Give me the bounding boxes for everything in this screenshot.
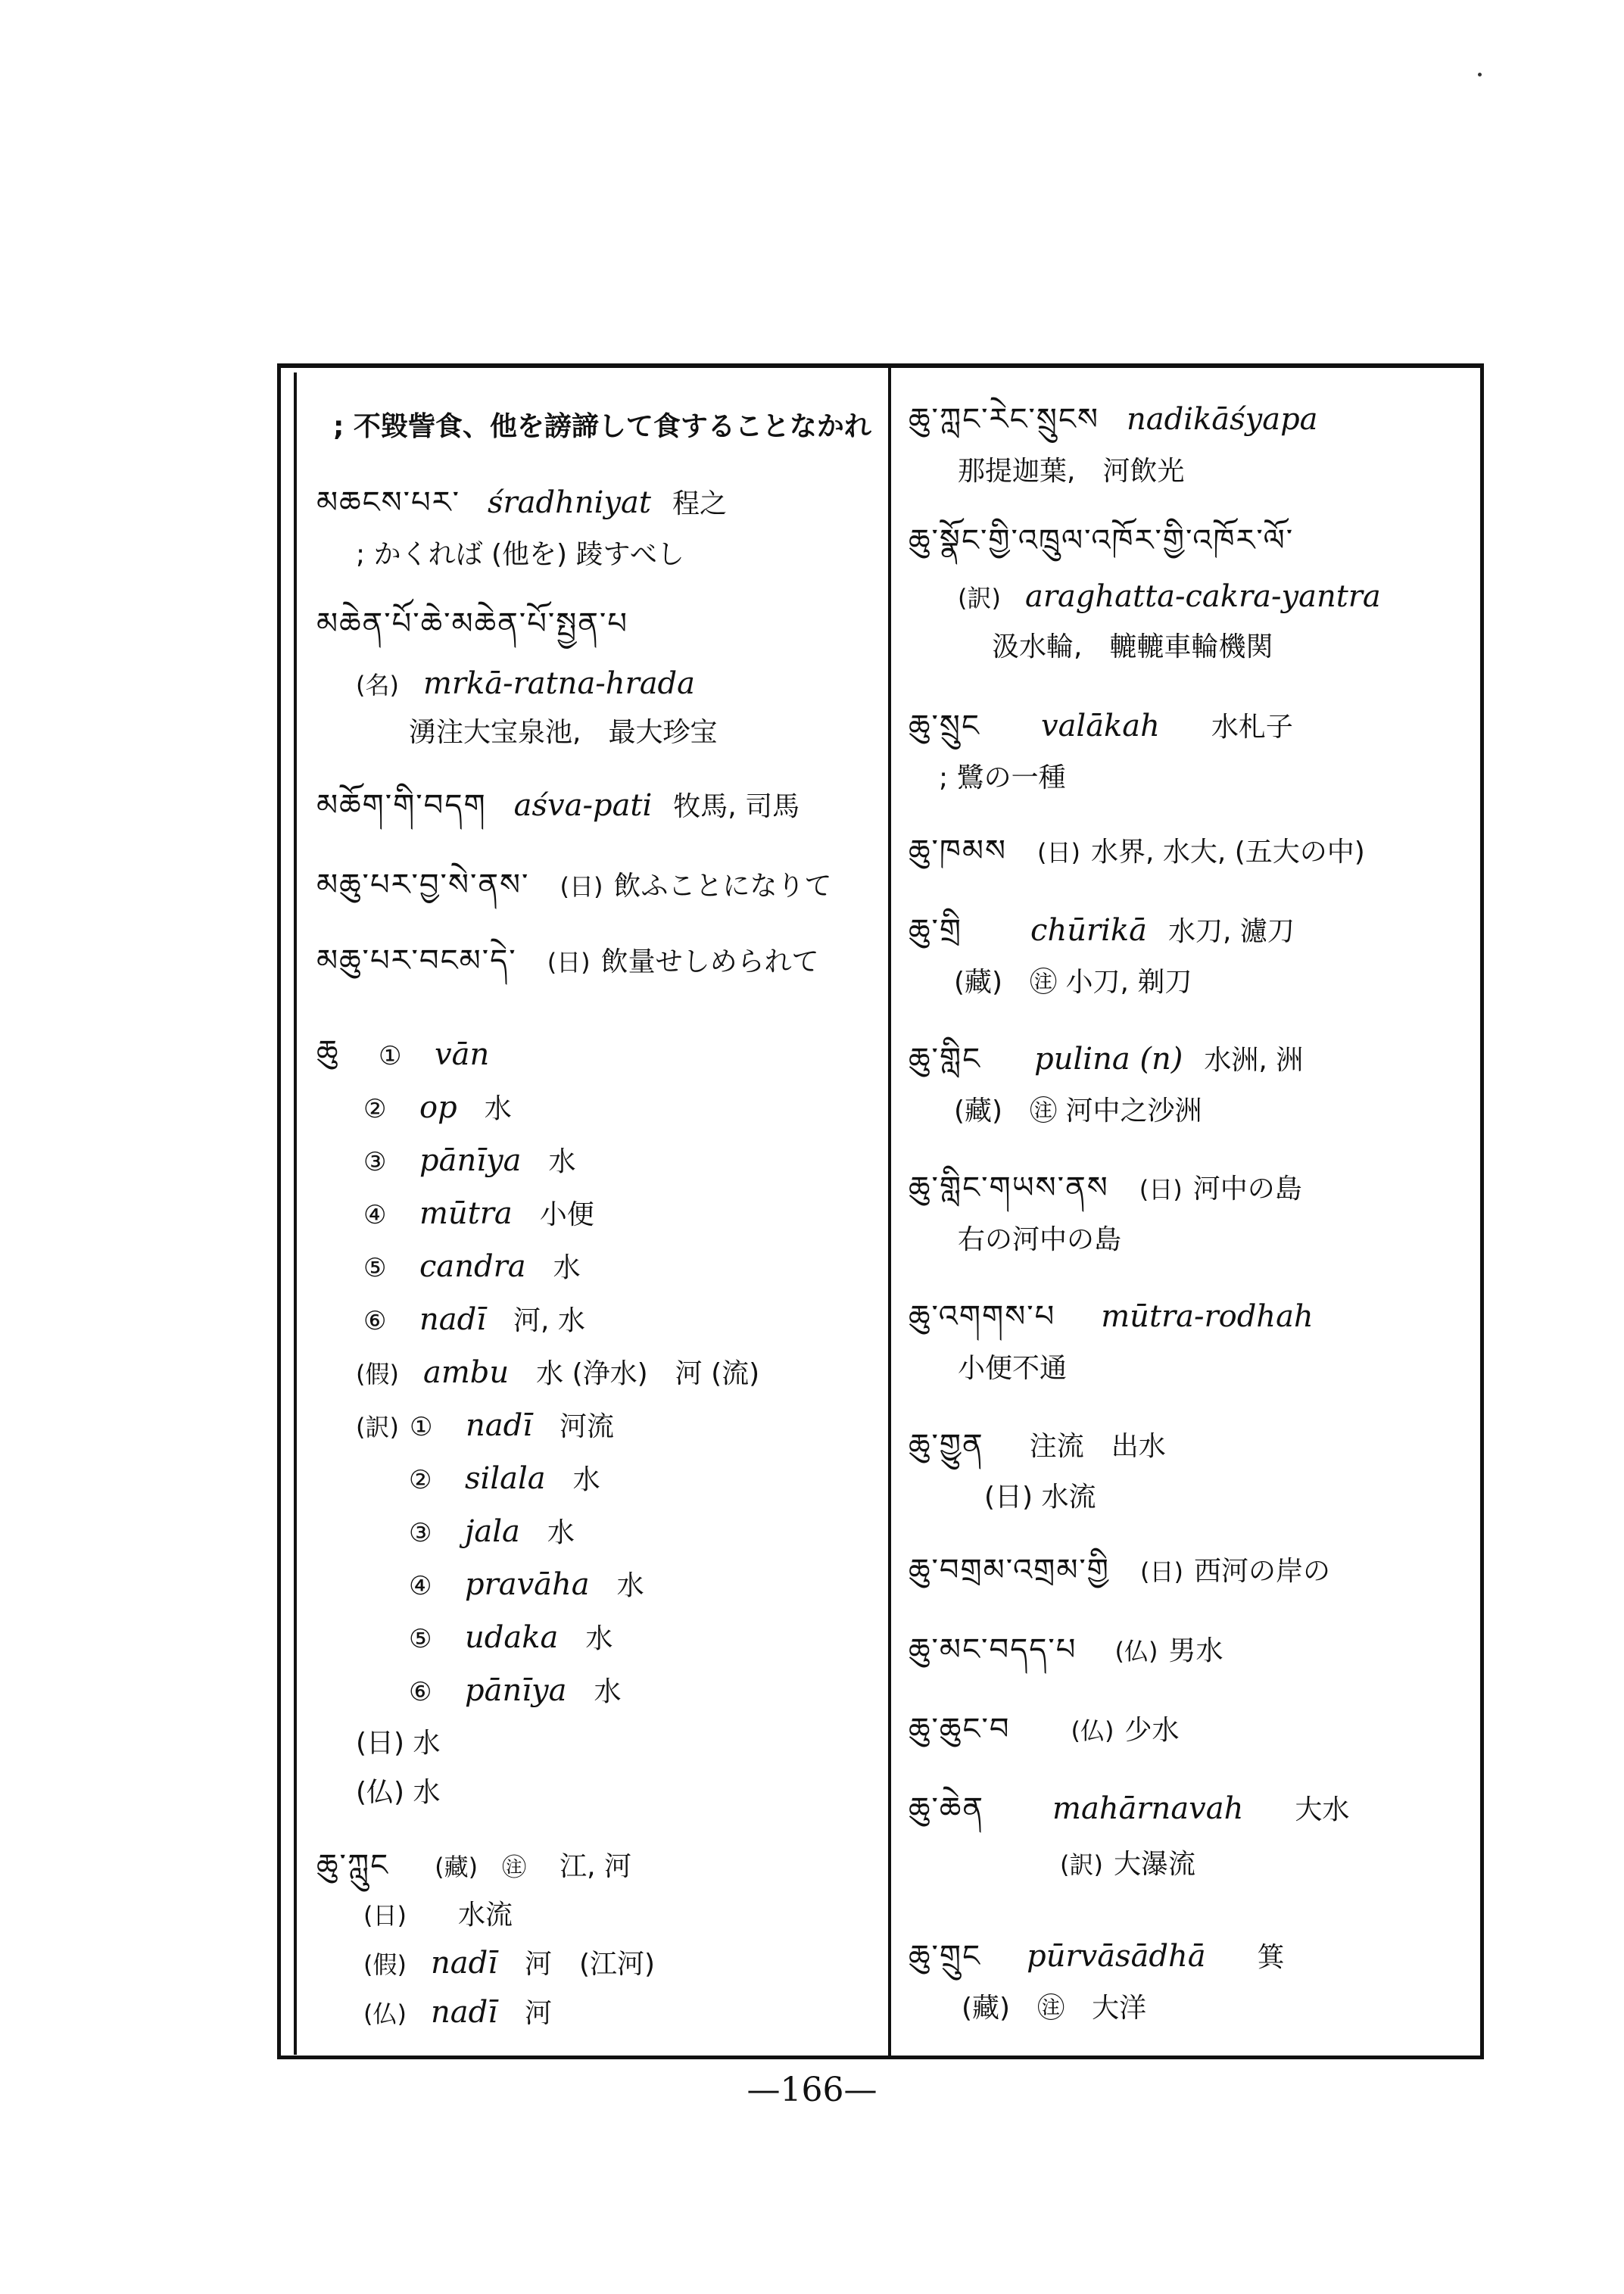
romanized-term: chūrikā: [1030, 913, 1147, 948]
tibetan-headword: ཆུ་ཁམས: [909, 834, 1007, 868]
tibetan-headword: ཆུ་གྱུན: [909, 1428, 984, 1463]
entry-1-note: ; かくれば (他を) 踜すべし: [356, 539, 684, 570]
entry-r9-gloss: (日) 水流: [984, 1482, 1096, 1513]
list-item: (日) 水流: [363, 1900, 513, 1931]
japanese-gloss: 箕: [1257, 1942, 1285, 1973]
romanized-term: valākah: [1040, 709, 1160, 743]
japanese-gloss: 少水: [1124, 1715, 1180, 1746]
entry-2-romanized: [356, 666, 722, 703]
japanese-gloss: 水洲, 洲: [1204, 1045, 1304, 1076]
entry-r8-gloss: 小便不通: [958, 1353, 1068, 1384]
source-tag: (仏): [1114, 1637, 1158, 1666]
list-item: ⑥ nadī 河, 水: [363, 1302, 585, 1337]
entry-r13-gloss: (訳) 大瀑流: [1060, 1849, 1195, 1880]
tibetan-headword: མཆོག་གི་བདག: [316, 788, 487, 823]
tibetan-headword: ཆུ་ཀླང་རེང་སྲུངས: [909, 402, 1099, 437]
entry-r3-note: ; 鷺の一種: [939, 762, 1066, 793]
entry-r5-gloss: (藏) ㊟ 小刀, 剃刀: [954, 967, 1192, 998]
tibetan-headword: ཆུ་གླིང: [909, 1042, 982, 1077]
source-tag: (日): [560, 872, 603, 901]
entry-6: [316, 1033, 339, 1070]
entry-r2-gloss: 汲水輪, 轆轆車輪機関: [992, 631, 1273, 662]
list-item: ② silala 水: [409, 1461, 600, 1496]
frame-left-rule: [294, 372, 297, 2055]
entry-r9: [909, 1427, 1166, 1465]
entry-r11: [909, 1632, 1223, 1669]
japanese-gloss: 程之: [672, 488, 727, 519]
list-item: ② op 水: [363, 1090, 512, 1125]
entry-4: [316, 867, 831, 905]
japanese-gloss: 大水: [1295, 1794, 1350, 1825]
romanized-term: pūrvāsādhā: [1027, 1939, 1206, 1974]
entry-r6: [909, 1041, 1303, 1079]
source-tag: (日): [1036, 838, 1080, 867]
source-tag: (仏): [1071, 1716, 1114, 1745]
entry-r3: [909, 708, 1293, 746]
entry-r2: [909, 522, 1294, 559]
tibetan-headword: ཆུ་སྣོང་གྱི་འཁྲུལ་འཁོར་གྱི་འཁོར་ལོ་: [909, 523, 1295, 558]
intro-note: ; 不毀訾食、他を謗諦して食することなかれ: [333, 411, 871, 442]
column-divider: [888, 368, 891, 2058]
list-item: (訳) ① nadī 河流: [356, 1408, 615, 1443]
romanized-term: mrkā-ratna-hrada: [422, 666, 695, 701]
list-item: ⑤ udaka 水: [409, 1620, 613, 1655]
entry-r2-romanized: (訳) araghatta-cakra-yantra: [958, 579, 1381, 614]
source-tag: (藏) ㊟: [435, 1853, 527, 1881]
page-number: —166—: [747, 2071, 877, 2109]
list-item: (日) 水: [356, 1728, 441, 1759]
tibetan-headword: ཆུ་བགྲམ་འགྲམ་གྱི: [909, 1553, 1110, 1588]
tibetan-headword: ཆུ་སྲུང: [909, 709, 980, 743]
list-item: ③ pānīya 水: [363, 1143, 576, 1178]
tibetan-headword: ཆུ་གླིང་གཡས་ནས: [909, 1170, 1109, 1205]
entry-r8: [909, 1298, 1335, 1335]
romanized-term: mūtra-rodhah: [1101, 1299, 1314, 1334]
speck: [1478, 73, 1482, 76]
japanese-gloss: 西河の岸の: [1193, 1556, 1330, 1587]
entry-5: [316, 943, 819, 980]
romanized-term: pulina (n): [1034, 1042, 1183, 1077]
japanese-gloss: 水札子: [1211, 712, 1293, 743]
japanese-gloss: 飲量せしめられて: [600, 946, 819, 977]
list-item: ⑤ candra 水: [363, 1249, 581, 1284]
romanized-term: aśva-pati: [513, 788, 653, 823]
entry-2-gloss: 湧注大宝泉池, 最大珍宝: [409, 717, 718, 748]
entry-r1-gloss: 那提迦葉, 河飲光: [958, 456, 1185, 487]
list-item: ④ mūtra 小便: [363, 1196, 594, 1231]
source-tag: (日): [1139, 1175, 1183, 1204]
entry-r13: [909, 1791, 1349, 1828]
list-item: ⑥ pānīya 水: [409, 1673, 622, 1708]
entry-r5: [909, 912, 1295, 950]
japanese-gloss: 水刀, 濾刀: [1167, 916, 1295, 947]
romanized-term: nadikāśyapa: [1127, 402, 1318, 437]
tibetan-headword: མཆངས་པར་: [316, 485, 460, 520]
entry-2: [316, 606, 628, 642]
list-item: (假) nadī 河 (江河): [363, 1946, 656, 1981]
tibetan-headword: མཆེན་པོ་ཆེ་མཆེན་པོ་སྤྱན་པ: [316, 606, 628, 641]
tibetan-headword: ཆུ་འགགས་པ: [909, 1299, 1056, 1334]
entry-r10: [909, 1552, 1330, 1590]
romanized-term: mahārnavah: [1052, 1791, 1244, 1826]
list-item: ① vān: [379, 1037, 490, 1072]
japanese-gloss: 男水: [1168, 1635, 1223, 1666]
list-item: (仏) nadī 河: [363, 1995, 553, 2030]
japanese-gloss: 飲ふことになりて: [613, 871, 832, 902]
tibetan-headword: ཆུ་ཆེན: [909, 1791, 985, 1826]
source-tag: (名): [356, 671, 399, 700]
entry-r7-gloss: 右の河中の島: [958, 1224, 1122, 1255]
list-item: ③ jala 水: [409, 1514, 575, 1549]
japanese-gloss: 河中の島: [1192, 1173, 1302, 1205]
entry-r4: [909, 833, 1365, 871]
tibetan-headword: ཆུ་མང་བདད་པ: [909, 1632, 1077, 1667]
japanese-gloss: 牧馬, 司馬: [673, 791, 800, 822]
entry-r6-gloss: (藏) ㊟ 河中之沙洲: [954, 1096, 1202, 1127]
romanized-term: śradhniyat: [488, 485, 651, 520]
entry-r12: [909, 1711, 1179, 1749]
source-tag: (日): [547, 948, 591, 977]
tibetan-headword: ཆུ་ཆུང་བ: [909, 1712, 1011, 1747]
entry-r14-gloss: (藏) ㊟ 大洋: [962, 1993, 1147, 2024]
japanese-gloss: 水界, 水大, (五大の中): [1090, 837, 1365, 868]
list-item: (假) ambu 水 (浄水) 河 (流): [356, 1355, 760, 1390]
tibetan-headword: མཆུ་པར་བྱ་སེ་ནས་: [316, 868, 530, 902]
list-item: (仏) 水: [356, 1777, 441, 1808]
tibetan-headword: ཆུ་ཀླུང: [316, 1848, 390, 1883]
entry-r14: [909, 1938, 1285, 1976]
tibetan-headword: མཆུ་པར་བངམ་དེ་: [316, 943, 517, 978]
entry-r1: [909, 401, 1339, 438]
entry-7: [316, 1847, 631, 1885]
japanese-gloss: 江, 河: [560, 1851, 631, 1882]
japanese-gloss: 注流 出水: [1029, 1431, 1166, 1462]
entry-1: [316, 485, 727, 522]
list-item: ④ pravāha 水: [409, 1567, 644, 1602]
entry-r7: [909, 1170, 1302, 1208]
tibetan-headword: ཆུ: [316, 1034, 340, 1069]
tibetan-headword: ཆུ་གྲི: [909, 913, 963, 948]
source-tag: (日): [1139, 1557, 1183, 1586]
tibetan-headword: ཆུ་གྲུང: [909, 1939, 982, 1974]
entry-3: [316, 787, 800, 825]
